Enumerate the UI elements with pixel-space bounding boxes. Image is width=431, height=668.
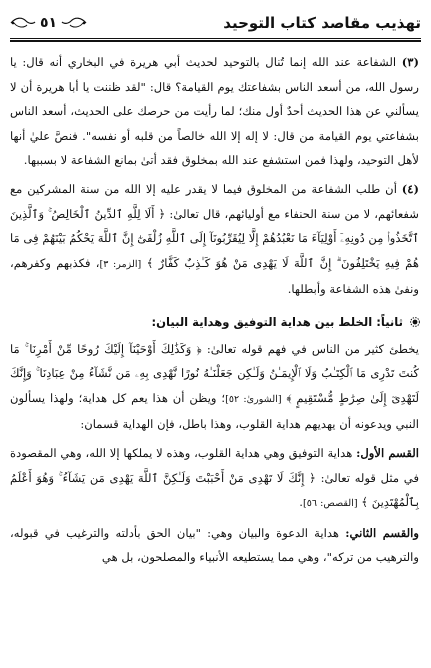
paragraph-7 — [10, 521, 421, 570]
section-heading — [10, 310, 421, 335]
paragraph-3 — [10, 50, 421, 173]
running-title: تهذيب مقاصد كتاب التوحيد — [223, 14, 421, 32]
paragraph-text: الشفاعة عند الله إنما تُنال بالتوحيد لحديث أبي هريرة في البخاري أنه قال: يا رسول الله، من أسعد الناس بشفاعتك يوم القيامة؟ قال: "لقد ظننت يا أبا هريرة أن لا يسألني عن هذا الحديث أحدٌ أول منك؛ لما رأيت من حرصك على الحديث، أسعد الناس بشفاعتي يوم القيامة من قال: لا إله إلا الله خالصاً من قلبه أو نفسه". فنصَّ عليٰ أنها لأهل التوحيد، ولهذا فمن استشفع عند الله بمخلوق فقد أتىٰ بمانع الشفاعة لا بسببها. — [10, 55, 419, 168]
paragraph-text: هداية الدعوة والبيان وهي: "بيان الحق بأدلته والترغيب في قبوله، والترهيب من تركه"، وهي مما يستطيعه الأنبياء والمصلحون، بل هي — [10, 525, 419, 565]
paragraph-6 — [10, 441, 421, 517]
quran-verse: ﴿ إِنَّكَ لَا تَهْدِى مَنْ أَحْبَبْتَ وَلَـٰكِنَّ ٱللَّهَ يَهْدِى مَن يَشَآءُ ۚ وَهُوَ أَعْلَمُ بِٱلْمُهْتَدِينَ ﴾ — [10, 470, 419, 510]
page-body — [10, 50, 421, 570]
paragraph-text: أن طلب الشفاعة من المخلوق فيما لا يقدر عليه إلا الله من سنة المشركين مع شفعائهم، لا من سنة الحنفاء مع أوليائهم، قال تعالىٰ: — [10, 181, 419, 221]
paragraph-text: هداية التوفيق وهي هداية القلوب، وهذه لا يملكها إلا الله، وهي المقصودة في مثل قوله تعالىٰ: — [10, 445, 420, 485]
term-label: والقسم الثاني: — [345, 525, 419, 540]
verse-reference: [الزمر: ٣] — [99, 258, 142, 270]
quran-verse: ﴿ أَلَا لِلَّهِ ٱلدِّينُ ٱلْخَالِصُ ۚ وَٱلَّذِينَ ٱتَّخَذُوا۟ مِن دُونِهِۦٓ أَوْلِيَآءَ مَا نَعْبُدُهُمْ إِلَّا لِيُقَرِّبُونَآ إِلَى ٱللَّهِ زُلْفَىٰٓ إِنَّ ٱللَّهَ يَحْكُمُ بَيْنَهُمْ فِى مَا هُمْ فِيهِ يَخْتَلِفُونَ ۗ إِنَّ ٱللَّهَ لَا يَهْدِى مَنْ هُوَ كَـٰذِبٌ كَفَّارٌ ﴾ — [10, 206, 420, 270]
sun-bullet-icon — [409, 316, 421, 328]
item-number: (٣) — [401, 55, 419, 69]
right-flourish-icon — [61, 16, 87, 30]
paragraph-text: يخطئ كثير من الناس في فهم قوله تعالىٰ: — [206, 341, 420, 356]
item-number: (٤) — [401, 181, 419, 196]
paragraph-4 — [10, 177, 421, 302]
paragraph-text: ؛ ويظن أن هذا يعم كل هداية؛ ولهذا يسألون النبي ويدعونه أن يهديهم هداية القلوب، وهذا باطل، فإن الهداية قسمان: — [10, 390, 419, 432]
paragraph-text: . — [299, 495, 303, 510]
verse-reference: [الشورىٰ: ٥٢] — [225, 393, 282, 405]
page-header — [10, 6, 421, 40]
left-flourish-icon — [10, 16, 36, 30]
paragraph-text: ، فكذبهم وكفرهم، ونفىٰ هذه الشفاعة وأبطلها. — [10, 255, 419, 297]
verse-reference: [القصص: ٥٦] — [302, 498, 358, 510]
term-label: القسم الأول: — [356, 445, 420, 460]
header-rule-thick — [10, 40, 421, 42]
page-number-ornament — [10, 15, 87, 31]
header-rule — [10, 38, 421, 39]
paragraph-5 — [10, 337, 421, 437]
section-heading-label: ثانياً: الخلط بين هداية التوفيق وهداية البيان: — [151, 314, 403, 329]
quran-verse: ﴿ وَكَذَٰلِكَ أَوْحَيْنَآ إِلَيْكَ رُوحًا مِّنْ أَمْرِنَا ۚ مَا كُنتَ تَدْرِى مَا ٱلْكِتَـٰبُ وَلَا ٱلْإِيمَـٰنُ وَلَـٰكِن جَعَلْنَـٰهُ نُورًا نَّهْدِى بِهِۦ مَن نَّشَآءُ مِنْ عِبَادِنَا ۚ وَإِنَّكَ لَتَهْدِىٓ إِلَىٰ صِرَٰطٍ مُّسْتَقِيمٍ ﴾ — [10, 341, 419, 405]
page-number: ٥١ — [40, 15, 58, 31]
